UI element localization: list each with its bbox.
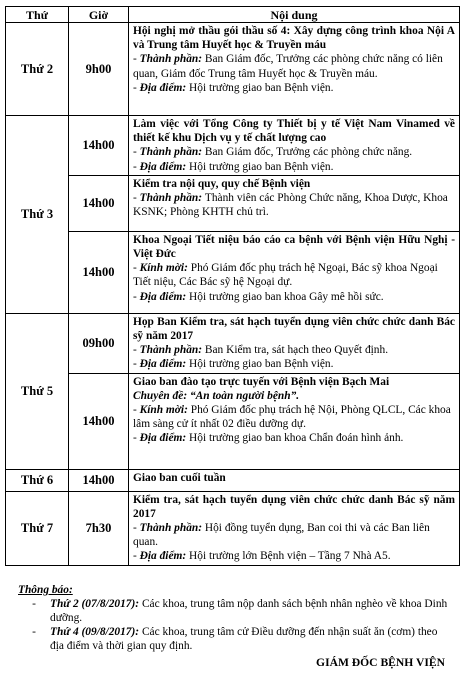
dia-diem-value: Hội trường lớn Bệnh viện – Tầng 7 Nhà A5.: [189, 550, 391, 563]
thanh-phan-label: Thành phần: [139, 522, 199, 535]
content-cell: [129, 469, 460, 491]
time-cell: 14h00: [69, 373, 129, 469]
content-cell: [129, 116, 460, 176]
content-cell: [129, 175, 460, 231]
schedule-row: [6, 313, 460, 373]
thanh-phan-value: Ban Giám đốc, Trưởng các phòng chức năng có liên quan, Giám đốc Trung tâm Huyết học & Truyền máu.: [133, 53, 443, 80]
notice-text: Các khoa, trung tâm nộp danh sách bệnh nhân nghèo về khoa Dinh dưỡng.: [50, 598, 448, 624]
schedule-row: [6, 175, 460, 231]
time-cell: 14h00: [69, 469, 129, 491]
dia-diem-value: Hội trường giao ban Bệnh viện.: [189, 81, 334, 94]
header-day: Thứ: [6, 7, 69, 23]
notice-heading: Thông báo: [18, 584, 69, 596]
notice-section: Thông báo: - Thứ 2 (07/8/2017): Các khoa, trung tâm nộp danh sách bệnh nhân nghèo về khoa Dinh dưỡng. - Thứ 4 (09/8/2017): Các khoa, trung tâm cử Điều dưỡng đến nhận suất ăn (cơm) theo địa điểm và thời gian quy định.: [18, 584, 448, 652]
content-cell: [129, 373, 460, 469]
thanh-phan-value: Ban Kiểm tra, sát hạch theo Quyết định.: [204, 344, 389, 357]
event-title: Kiểm tra nội quy, quy chế Bệnh viện: [133, 177, 311, 190]
schedule-row: [6, 231, 460, 313]
dia-diem-label: Địa điểm: [139, 160, 183, 173]
thanh-phan-value: Hội đồng tuyển dụng, Ban coi thi và các Ban liên quan.: [133, 522, 430, 549]
thanh-phan-label: Thành phần: [139, 146, 199, 159]
kinh-moi-label: Kính mời: [139, 404, 185, 417]
chuyen-de-value: “An toàn người bệnh”.: [189, 389, 300, 402]
dia-diem-line: - Địa điểm: Hội trường giao ban khoa Gây mê hồi sức.: [133, 290, 384, 303]
time-cell: 14h00: [69, 175, 129, 231]
dia-diem-value: Hội trường giao ban khoa Gây mê hồi sức.: [189, 290, 384, 303]
event-title: Kiểm tra, sát hạch tuyển dụng viên chức chức danh Bác sỹ năm 2017: [133, 493, 455, 520]
thanh-phan-line: - Thành phần: Thành viên các Phòng Chức năng, Khoa Dược, Khoa KSNK; Phòng KHTH chủ trì.: [133, 192, 448, 219]
event-title: Hội nghị mở thầu gói thầu số 4: Xây dựng công trình khoa Nội A và Trung tâm Huyết học & Truyền máu: [133, 25, 455, 52]
event-title: Họp Ban Kiểm tra, sát hạch tuyển dụng viên chức chức danh Bác sỹ năm 2017: [133, 315, 455, 343]
thanh-phan-label: Thành phần: [139, 344, 199, 357]
dia-diem-line: - Địa điểm: Hội trường giao ban Bệnh viện.: [133, 358, 334, 371]
dia-diem-label: Địa điểm: [139, 358, 183, 371]
dia-diem-line: - Địa điểm: Hội trường lớn Bệnh viện – Tầng 7 Nhà A5.: [133, 550, 391, 563]
day-cell: Thứ 6: [6, 469, 69, 491]
time-cell: 7h30: [69, 491, 129, 565]
content-cell: [129, 313, 460, 373]
time-cell: 14h00: [69, 116, 129, 176]
thanh-phan-label: Thành phần: [139, 53, 199, 66]
event-title: Giao ban cuối tuần: [133, 471, 226, 484]
notice-item: - Thứ 2 (07/8/2017): Các khoa, trung tâm nộp danh sách bệnh nhân nghèo về khoa Dinh dưỡng.: [32, 598, 448, 624]
dia-diem-line: - Địa điểm: Hội trường giao ban Bệnh viện.: [133, 81, 334, 94]
dia-diem-label: Địa điểm: [139, 432, 183, 445]
event-title: Giao ban đào tạo trực tuyến với Bệnh viện Bạch Mai: [133, 375, 390, 388]
thanh-phan-line: - Thành phần: Ban Giám đốc, Trưởng các phòng chức năng có liên quan, Giám đốc Trung tâm Huyết học & Truyền máu.: [133, 53, 443, 80]
schedule-table: [5, 6, 460, 566]
time-cell: 09h00: [69, 313, 129, 373]
schedule-row: [6, 469, 460, 491]
schedule-row: [6, 373, 460, 469]
time-cell: 9h00: [69, 23, 129, 116]
content-cell: [129, 491, 460, 565]
thanh-phan-line: - Thành phần: Ban Kiểm tra, sát hạch theo Quyết định.: [133, 344, 389, 357]
event-title: Khoa Ngoại Tiết niệu báo cáo ca bệnh với Bệnh viện Hữu Nghị - Việt Đức: [133, 233, 455, 261]
notice-text: Các khoa, trung tâm cử Điều dưỡng đến nhận suất ăn (cơm) theo địa điểm và thời gian quy định.: [50, 626, 438, 652]
chuyen-de-line: Chuyên đề: “An toàn người bệnh”.: [133, 389, 300, 402]
schedule-body: [6, 23, 460, 566]
day-cell: Thứ 2: [6, 23, 69, 116]
day-cell: Thứ 7: [6, 491, 69, 565]
content-cell: [129, 231, 460, 313]
dia-diem-label: Địa điểm: [139, 81, 183, 94]
header-content: Nội dung: [129, 7, 460, 23]
notice-tag: Thứ 2 (07/8/2017): [50, 598, 136, 610]
kinh-moi-value: Phó Giám đốc phụ trách hệ Nội, Phòng QLCL, Các khoa lâm sàng cử ít nhất 02 điều dưỡng dự.: [133, 404, 451, 431]
kinh-moi-line: - Kính mời: Phó Giám đốc phụ trách hệ Nội, Phòng QLCL, Các khoa lâm sàng cử ít nhất 02 điều dưỡng dự.: [133, 404, 451, 431]
day-cell: Thứ 5: [6, 313, 69, 469]
notice-tag: Thứ 4 (09/8/2017): [50, 626, 136, 638]
signature: GIÁM ĐỐC BỆNH VIỆN: [316, 656, 445, 669]
dia-diem-line: - Địa điểm: Hội trường giao ban Bệnh viện.: [133, 160, 334, 173]
dia-diem-value: Hội trường giao ban Bệnh viện.: [189, 358, 334, 371]
event-title: Làm việc với Tổng Công ty Thiết bị y tế Việt Nam Vinamed về thiết kế khu Dịch vụ y tế chất lượng cao: [133, 118, 455, 145]
header-time: Giờ: [69, 7, 129, 23]
kinh-moi-label: Kính mời: [139, 262, 185, 275]
kinh-moi-line: - Kính mời: Phó Giám đốc phụ trách hệ Ngoại, Bác sỹ khoa Ngoại Tiết niệu, Các Bác sỹ hệ Ngoại dự.: [133, 262, 438, 289]
chuyen-de-label: Chuyên đề: [133, 389, 184, 402]
thanh-phan-value: Thành viên các Phòng Chức năng, Khoa Dược, Khoa KSNK; Phòng KHTH chủ trì.: [133, 192, 448, 219]
dia-diem-label: Địa điểm: [139, 550, 183, 563]
schedule-row: [6, 116, 460, 176]
kinh-moi-value: Phó Giám đốc phụ trách hệ Ngoại, Bác sỹ khoa Ngoại Tiết niệu, Các Bác sỹ hệ Ngoại dự.: [133, 262, 438, 289]
thanh-phan-value: Ban Giám đốc, Trưởng các phòng chức năng.: [204, 146, 413, 159]
dia-diem-line: - Địa điểm: Hội trường giao ban khoa Chẩn đoán hình ảnh.: [133, 432, 404, 445]
time-cell: 14h00: [69, 231, 129, 313]
thanh-phan-line: - Thành phần: Ban Giám đốc, Trưởng các phòng chức năng.: [133, 146, 413, 159]
schedule-row: [6, 491, 460, 565]
dia-diem-value: Hội trường giao ban khoa Chẩn đoán hình ảnh.: [189, 432, 404, 445]
thanh-phan-line: - Thành phần: Hội đồng tuyển dụng, Ban coi thi và các Ban liên quan.: [133, 522, 430, 549]
notice-item: - Thứ 4 (09/8/2017): Các khoa, trung tâm cử Điều dưỡng đến nhận suất ăn (cơm) theo địa điểm và thời gian quy định.: [32, 626, 438, 652]
day-cell: Thứ 3: [6, 116, 69, 314]
dia-diem-label: Địa điểm: [139, 290, 183, 303]
schedule-row: [6, 23, 460, 116]
header-row: [6, 7, 460, 23]
thanh-phan-label: Thành phần: [139, 192, 199, 205]
dia-diem-value: Hội trường giao ban Bệnh viện.: [189, 160, 334, 173]
content-cell: [129, 23, 460, 116]
